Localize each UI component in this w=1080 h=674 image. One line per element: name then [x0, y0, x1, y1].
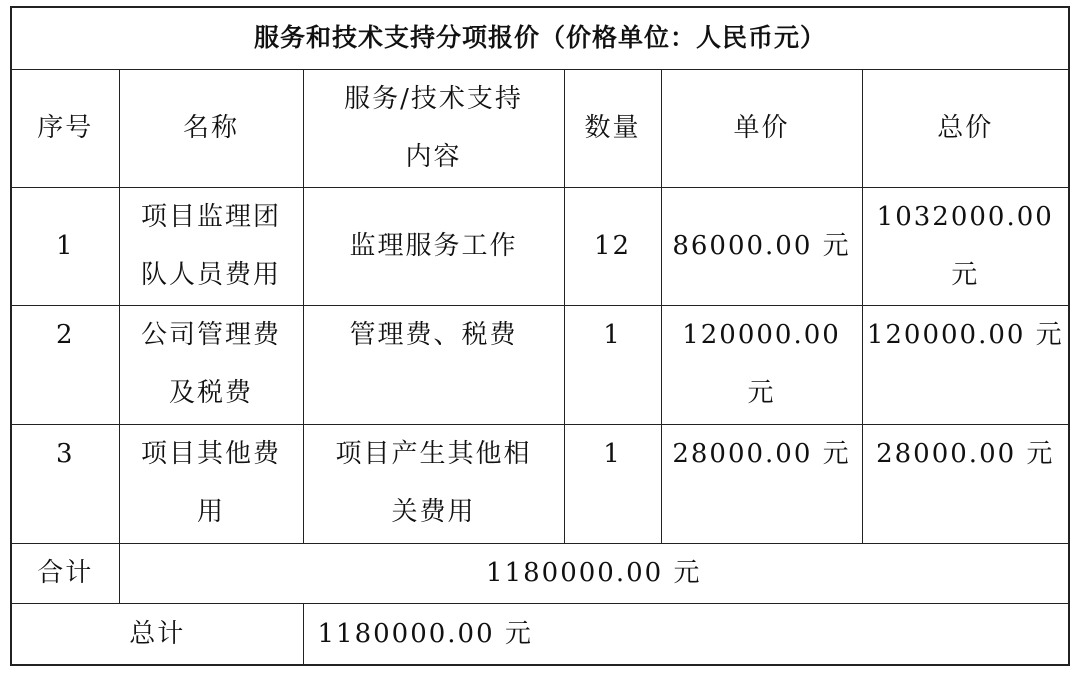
- row-content: 项目产生其他相 关费用: [303, 425, 564, 544]
- row-seq: 1: [11, 187, 119, 306]
- subtotal-label: 合计: [11, 543, 119, 603]
- quote-table: [10, 6, 1070, 666]
- header-qty: 数量: [564, 69, 661, 187]
- grand-total-row: [11, 604, 1069, 665]
- row-content: 管理费、税费: [303, 306, 564, 425]
- row-seq: 3: [11, 425, 119, 544]
- header-row: [11, 69, 1069, 187]
- title-row: [11, 7, 1069, 69]
- header-name: 名称: [119, 69, 303, 187]
- row-unit-price: 120000.00 元: [661, 306, 862, 425]
- row-qty: 1: [564, 306, 661, 425]
- table-row: [11, 425, 1069, 544]
- header-total-price: 总价: [862, 69, 1069, 187]
- table-title: 服务和技术支持分项报价（价格单位：人民币元）: [11, 7, 1069, 69]
- row-total-price: 28000.00 元: [862, 425, 1069, 544]
- subtotal-row: [11, 543, 1069, 603]
- row-qty: 1: [564, 425, 661, 544]
- row-total-price: 120000.00 元: [862, 306, 1069, 425]
- row-qty: 12: [564, 187, 661, 306]
- row-content: 监理服务工作: [303, 187, 564, 306]
- row-name: 项目其他费 用: [119, 425, 303, 544]
- header-seq: 序号: [11, 69, 119, 187]
- header-content: 服务/技术支持 内容: [303, 69, 564, 187]
- grand-total-value: 1180000.00 元: [303, 604, 1069, 665]
- table-row: [11, 187, 1069, 306]
- row-unit-price: 28000.00 元: [661, 425, 862, 544]
- row-name: 项目监理团 队人员费用: [119, 187, 303, 306]
- row-total-price: 1032000.00 元: [862, 187, 1069, 306]
- table-row: [11, 306, 1069, 425]
- row-name: 公司管理费 及税费: [119, 306, 303, 425]
- row-seq: 2: [11, 306, 119, 425]
- row-unit-price: 86000.00 元: [661, 187, 862, 306]
- grand-total-label: 总计: [11, 604, 303, 665]
- header-unit-price: 单价: [661, 69, 862, 187]
- subtotal-value: 1180000.00 元: [119, 543, 1069, 603]
